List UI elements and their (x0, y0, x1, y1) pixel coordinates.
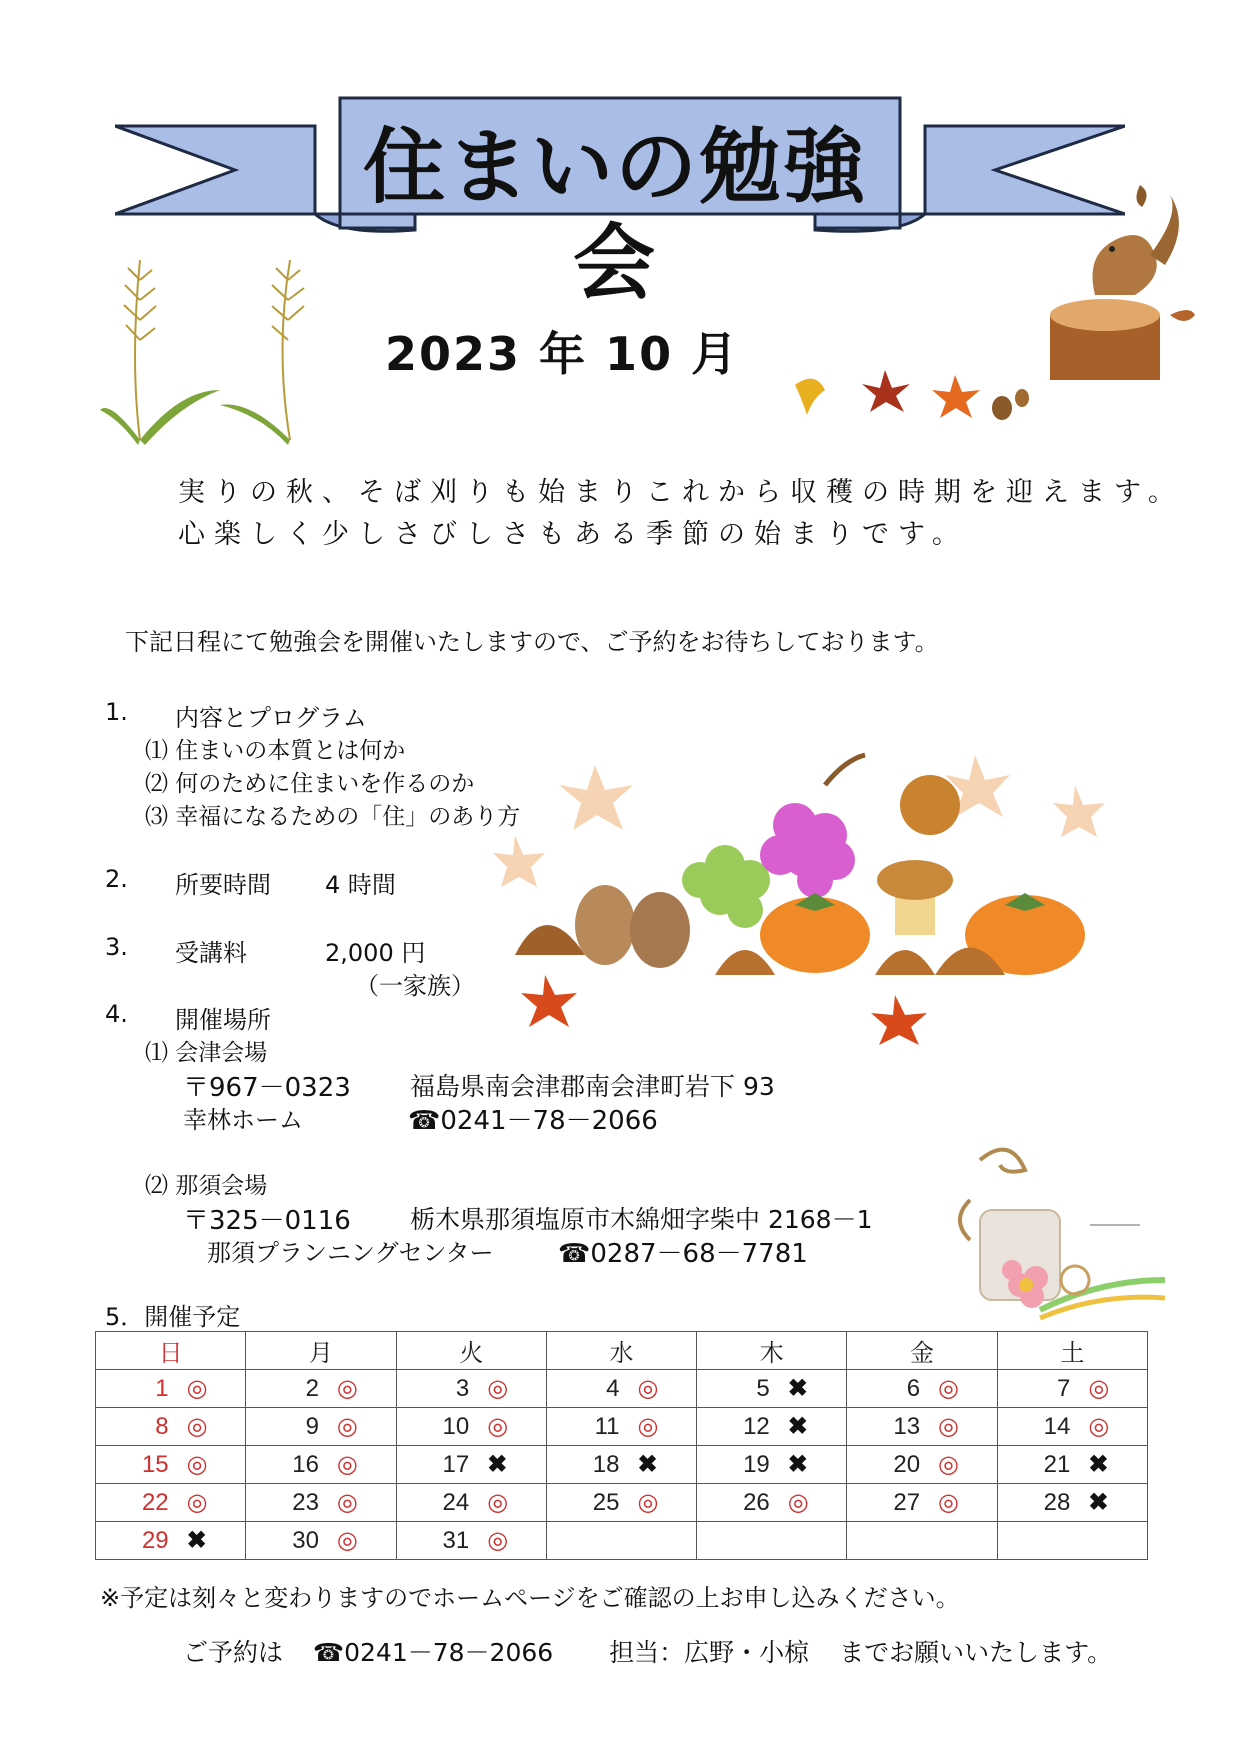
calendar-week-row (96, 1446, 1148, 1484)
unavailable-mark: ✖ (637, 1451, 658, 1478)
calendar-day-cell (697, 1370, 847, 1408)
calendar-day-cell (847, 1484, 997, 1522)
day-number: 23 (292, 1489, 319, 1516)
autumn-harvest-illustration (455, 745, 1185, 1045)
available-mark: ◎ (637, 1375, 659, 1402)
venue1-tel: ☎0241－78－2066 (408, 1106, 658, 1136)
day-number: 25 (592, 1489, 620, 1516)
venue1-address: 福島県南会津郡南会津町岩下 93 (410, 1072, 775, 1101)
unavailable-mark: ✖ (787, 1375, 808, 1402)
contact-suffix: までお願いいたします。 (839, 1638, 1113, 1667)
calendar-day-cell (96, 1522, 246, 1560)
venue2-name: ⑵ 那須会場 (145, 1173, 268, 1199)
day-number: 15 (141, 1451, 169, 1478)
calendar-day-cell (997, 1484, 1147, 1522)
available-mark: ◎ (487, 1489, 509, 1516)
section1-number: 1. (105, 698, 128, 726)
calendar-day-cell (396, 1484, 546, 1522)
venue2-postal: 〒325－0116 (183, 1206, 351, 1236)
available-mark: ◎ (336, 1375, 358, 1402)
calendar-day-cell (546, 1446, 696, 1484)
squirrel-on-stump-illustration (1020, 175, 1200, 405)
calendar-day-cell (997, 1370, 1147, 1408)
fee-note: （一家族） (355, 972, 475, 1000)
available-mark: ◎ (336, 1527, 358, 1554)
day-number: 9 (305, 1413, 319, 1440)
calendar-day-cell (697, 1446, 847, 1484)
available-mark: ◎ (186, 1413, 208, 1440)
day-number: 28 (1043, 1489, 1071, 1516)
day-number: 27 (893, 1489, 921, 1516)
day-number: 13 (893, 1413, 921, 1440)
available-mark: ◎ (938, 1489, 959, 1516)
schedule-calendar (95, 1331, 1148, 1560)
available-mark: ◎ (637, 1489, 659, 1516)
calendar-header-row (96, 1332, 1148, 1370)
autumn-flower-vase-illustration (940, 1140, 1165, 1330)
calendar-week-row (96, 1522, 1148, 1560)
event-month: 2023 年 10 月 (385, 327, 740, 381)
calendar-day-cell (546, 1484, 696, 1522)
unavailable-mark: ✖ (1088, 1451, 1109, 1478)
day-number: 4 (606, 1375, 620, 1402)
weekday-sun: 日 (96, 1332, 246, 1370)
calendar-day-cell (246, 1370, 396, 1408)
contact-tel: ☎0241－78－2066 (312, 1638, 554, 1667)
weekday-wed: 水 (546, 1332, 696, 1370)
available-mark: ◎ (1088, 1413, 1110, 1440)
duration-value: 4 時間 (325, 871, 396, 899)
weekday-sat: 土 (997, 1332, 1147, 1370)
calendar-week-row (96, 1408, 1148, 1446)
lead-text: 下記日程にて勉強会を開催いたしますので、ご予約をお待ちしております。 (125, 628, 939, 656)
available-mark: ◎ (487, 1375, 509, 1402)
day-number: 6 (906, 1375, 921, 1402)
venue1-place: 幸林ホーム (183, 1106, 303, 1134)
weekday-fri: 金 (847, 1332, 997, 1370)
day-number: 1 (155, 1375, 169, 1402)
day-number: 17 (442, 1451, 470, 1478)
unavailable-mark: ✖ (186, 1527, 207, 1554)
day-number: 26 (743, 1489, 770, 1516)
calendar-day-cell (246, 1484, 396, 1522)
venue1-postal: 〒967－0323 (183, 1073, 351, 1103)
page-title: 住まいの勉強会 (362, 120, 867, 311)
calendar-day-cell (246, 1522, 396, 1560)
calendar-day-cell (697, 1484, 847, 1522)
calendar-day-cell (546, 1522, 696, 1560)
day-number: 5 (756, 1375, 770, 1402)
calendar-day-cell (997, 1446, 1147, 1484)
available-mark: ◎ (938, 1413, 959, 1440)
fee-value: 2,000 円 (325, 939, 426, 967)
program-item-3: ⑶ 幸福になるための「住」のあり方 (145, 804, 521, 830)
day-number: 24 (442, 1489, 470, 1516)
fee-label: 受講料 (175, 939, 247, 967)
day-number: 3 (455, 1375, 470, 1402)
autumn-leaves-illustration (790, 360, 1030, 430)
available-mark: ◎ (186, 1489, 208, 1516)
day-number: 20 (893, 1451, 921, 1478)
day-number: 8 (155, 1413, 169, 1440)
day-number: 7 (1056, 1375, 1071, 1402)
unavailable-mark: ✖ (787, 1413, 808, 1440)
available-mark: ◎ (938, 1375, 959, 1402)
available-mark: ◎ (487, 1413, 509, 1440)
available-mark: ◎ (336, 1489, 358, 1516)
unavailable-mark: ✖ (787, 1451, 808, 1478)
section3-number: 3. (105, 933, 128, 961)
available-mark: ◎ (186, 1375, 208, 1402)
section4-title: 開催場所 (175, 1006, 271, 1034)
calendar-day-cell (997, 1522, 1147, 1560)
schedule-footnote: ※予定は刻々と変わりますのでホームページをご確認の上お申し込みください。 (100, 1584, 960, 1612)
unavailable-mark: ✖ (487, 1451, 508, 1478)
calendar-day-cell (847, 1408, 997, 1446)
weekday-mon: 月 (246, 1332, 396, 1370)
available-mark: ◎ (336, 1451, 358, 1478)
calendar-day-cell (697, 1408, 847, 1446)
available-mark: ◎ (938, 1451, 959, 1478)
venue1-name: ⑴ 会津会場 (145, 1040, 268, 1066)
weekday-thu: 木 (697, 1332, 847, 1370)
available-mark: ◎ (1088, 1375, 1110, 1402)
weekday-tue: 火 (396, 1332, 546, 1370)
calendar-week-row (96, 1484, 1148, 1522)
day-number: 12 (743, 1413, 770, 1440)
day-number: 31 (442, 1527, 470, 1554)
susuki-grass-illustration (100, 240, 330, 450)
calendar-day-cell (246, 1408, 396, 1446)
day-number: 10 (442, 1413, 470, 1440)
calendar-day-cell (546, 1408, 696, 1446)
calendar-day-cell (997, 1408, 1147, 1446)
section2-number: 2. (105, 865, 128, 893)
available-mark: ◎ (336, 1413, 358, 1440)
venue2-place: 那須プランニングセンター (207, 1239, 494, 1267)
calendar-day-cell (96, 1484, 246, 1522)
available-mark: ◎ (787, 1489, 809, 1516)
day-number: 30 (292, 1527, 319, 1554)
day-number: 14 (1043, 1413, 1071, 1440)
available-mark: ◎ (186, 1451, 208, 1478)
calendar-day-cell (396, 1408, 546, 1446)
intro-line-1: 実りの秋、そば刈りも始まりこれから収穫の時期を迎えます。 (178, 477, 1184, 508)
calendar-day-cell (697, 1522, 847, 1560)
available-mark: ◎ (487, 1527, 509, 1554)
section1-title: 内容とプログラム (175, 704, 367, 732)
day-number: 2 (305, 1375, 319, 1402)
section4-number: 4. (105, 1000, 128, 1028)
calendar-day-cell (847, 1446, 997, 1484)
day-number: 21 (1043, 1451, 1071, 1478)
calendar-day-cell (546, 1370, 696, 1408)
day-number: 19 (743, 1451, 770, 1478)
program-item-2: ⑵ 何のために住まいを作るのか (145, 771, 475, 797)
calendar-day-cell (96, 1370, 246, 1408)
day-number: 22 (141, 1489, 169, 1516)
contact-person: 担当：広野・小椋 (609, 1638, 810, 1667)
calendar-day-cell (396, 1370, 546, 1408)
intro-line-2: 心楽しく少しさびしさもある季節の始まりです。 (178, 519, 968, 550)
venue2-tel: ☎0287－68－7781 (558, 1239, 808, 1269)
calendar-day-cell (96, 1446, 246, 1484)
day-number: 11 (594, 1413, 620, 1440)
day-number: 29 (141, 1527, 169, 1554)
venue2-address: 栃木県那須塩原市木綿畑字柴中 2168－1 (410, 1205, 873, 1234)
calendar-day-cell (396, 1446, 546, 1484)
contact-line (183, 1633, 1112, 1669)
program-item-1: ⑴ 住まいの本質とは何か (145, 738, 406, 764)
calendar-week-row (96, 1370, 1148, 1408)
day-number: 16 (292, 1451, 319, 1478)
available-mark: ◎ (637, 1413, 659, 1440)
calendar-day-cell (246, 1446, 396, 1484)
calendar-day-cell (847, 1370, 997, 1408)
duration-label: 所要時間 (175, 871, 271, 899)
contact-prefix: ご予約は (183, 1638, 284, 1667)
calendar-day-cell (396, 1522, 546, 1560)
calendar-day-cell (847, 1522, 997, 1560)
section5-title: 5．開催予定 (105, 1303, 241, 1331)
day-number: 18 (592, 1451, 620, 1478)
calendar-day-cell (96, 1408, 246, 1446)
unavailable-mark: ✖ (1088, 1489, 1109, 1516)
